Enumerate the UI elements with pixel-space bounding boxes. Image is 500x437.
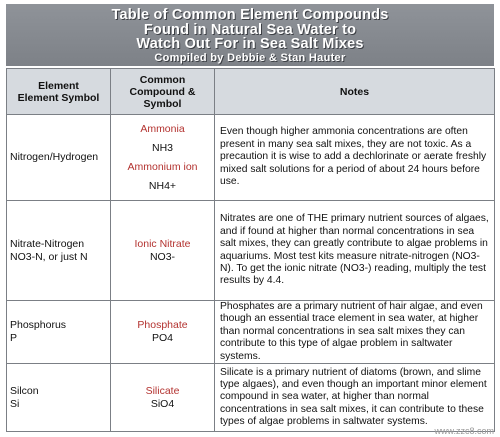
header-compound-line-1: Common [139,73,186,86]
element-symbol: NO3-N, or just N [10,250,88,263]
header-element-line-1: Element [38,79,79,92]
element-cell [7,364,111,432]
header-compound [111,69,215,115]
compound-name: Phosphate [137,319,188,332]
title-line-3: Watch Out For in Sea Salt Mixes [136,36,364,52]
header-element-line-2: Element Symbol [17,91,100,104]
notes-cell: Phosphates are a primary nutrient of hair algae, and even though an essential trace element in sea water, at higher than normal concentrations in sea salt mixes they can contribute to this type of algae problem in saltwater systems. [215,301,495,364]
element-cell [7,201,111,301]
element-symbol: Si [10,397,20,410]
compound-cell [111,364,215,432]
header-compound-line-3: Symbol [143,97,182,110]
compound-symbol: NO3- [149,250,176,263]
compound-cell [111,201,215,301]
compound-symbol: SiO4 [150,397,175,410]
element-symbol: P [10,332,18,345]
compound-symbol: NH4+ [148,179,177,192]
title-banner [6,4,494,66]
element-name: Silcon [10,384,39,397]
element-name: Phosphorus [10,319,67,332]
header-row [7,69,495,115]
notes-cell: Even though higher ammonia concentrations are often present in many sea salt mixes, they are not toxic. As a precaution it is wise to add a dechlorinate or aerate freshly mixed salt solutions for a period of about 24 hours before use. [215,115,495,201]
table-row [7,301,495,364]
compound-name: Ionic Nitrate [134,237,191,250]
title-line-1: Table of Common Element Compounds [111,7,389,23]
element-cell [7,115,111,201]
compound-symbol: PO4 [151,332,173,345]
compound-name: Silicate [145,384,180,397]
table-row [7,364,495,432]
compound-name: Ammonia [140,122,185,135]
watermark: www.zzc8.com [434,426,494,436]
compounds-table [6,68,495,432]
notes-cell: Silicate is a primary nutrient of diatoms (brown, and slime type algaes), and even though an important minor element compound in sea water, at higher than normal concentrations in sea salt mixes, it can contribute to these types of algae problems in saltwater systems. [215,364,495,432]
compound-symbol: NH3 [151,141,173,154]
table-row [7,201,495,301]
compound-cell [111,115,215,201]
title-line-2: Found in Natural Sea Water to [143,21,357,38]
header-notes: Notes [215,69,495,115]
compound-name: Ammonium ion [127,160,198,173]
header-element [7,69,111,115]
credit-line: Compiled by Debbie & Stan Hauter [154,51,346,64]
table-row [7,115,495,201]
element-name: Nitrate-Nitrogen [10,237,85,250]
notes-cell: Nitrates are one of THE primary nutrient sources of algaes, and if found at higher than normal concentrations in sea salt mixes, they can greatly contribute to algae problems in aquariums. Most test kits measure nitrate-nitrogen (NO3-N). To get the ionic nitrate (NO3-) reading, multiply the test results by 4.4. [215,201,495,301]
header-compound-line-2: Compound & [129,85,196,98]
element-name: Nitrogen/Hydrogen [10,151,99,163]
compound-cell [111,301,215,364]
element-cell [7,301,111,364]
